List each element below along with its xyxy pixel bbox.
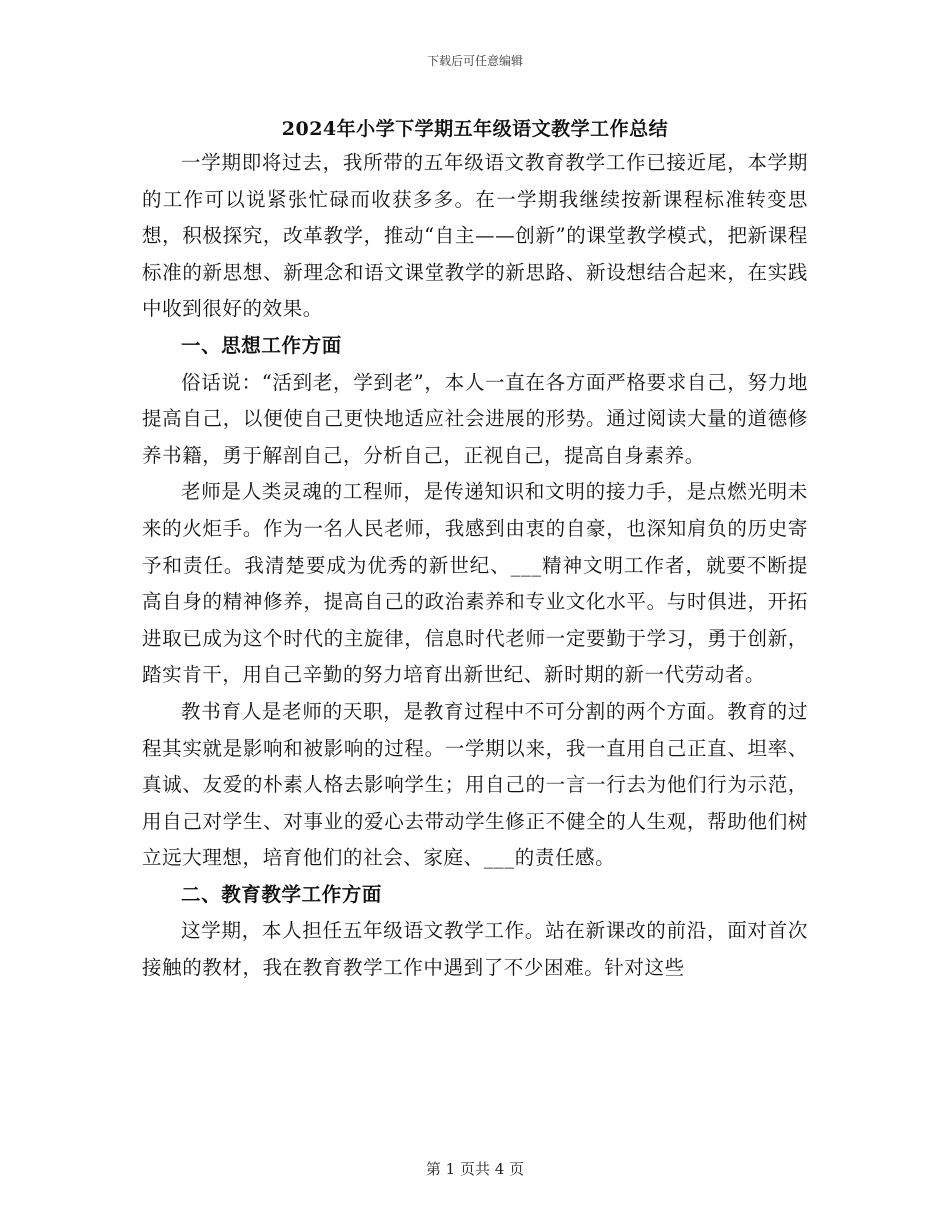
page-footer-page-number: 第 1 页共 4 页 <box>425 1160 525 1178</box>
document-title: 2024年小学下学期五年级语文教学工作总结 <box>281 118 669 140</box>
section1-paragraph-3: 教书育人是老师的天职，是教育过程中不可分割的两个方面。教育的过程其实就是影响和被影响的过程。一学期以来，我一直用自己正直、坦率、真诚、友爱的朴素人格去影响学生；用自己的一言一行去为他们行为示范，用自己对学生、对事业的爱心去带动学生修正不健全的人生观，帮助他们树立远大理想，培育他们的社会、家庭、___的责任感。 <box>142 699 808 870</box>
section1-paragraph-2: 老师是人类灵魂的工程师，是传递知识和文明的接力手，是点燃光明未来的火炬手。作为一名人民老师，我感到由衷的自豪，也深知肩负的历史寄予和责任。我清楚要成为优秀的新世纪、___精神文明工作者，就要不断提高自身的精神修养，提高自己的政治素养和专业文化水平。与时俱进，开拓进取已成为这个时代的主旋律，信息时代老师一定要勤于学习，勇于创新，踏实肯干，用自己辛勤的努力培育出新世纪、新时期的新一代劳动者。 <box>142 480 808 687</box>
section2-paragraph-1: 这学期，本人担任五年级语文教学工作。站在新课改的前沿，面对首次接触的教材，我在教育教学工作中遇到了不少困难。针对这些 <box>142 919 808 980</box>
page-header-note: 下载后可任意编辑 <box>426 54 523 68</box>
section-heading-teaching-work: 二、教育教学工作方面 <box>181 882 383 906</box>
document-body <box>142 145 808 987</box>
section1-paragraph-1: 俗话说：“活到老，学到老”，本人一直在各方面严格要求自己，努力地提高自己，以便使自己更快地适应社会进展的形势。通过阅读大量的道德修养书籍，勇于解剖自己，分析自己，正视自己，提高自身素养。 <box>142 370 808 467</box>
intro-paragraph: 一学期即将过去，我所带的五年级语文教育教学工作已接近尾，本学期的工作可以说紧张忙碌而收获多多。在一学期我继续按新课程标准转变思想，积极探究，改革教学，推动“自主——创新”的课堂教学模式，把新课程标准的新思想、新理念和语文课堂教学的新思路、新设想结合起来，在实践中收到很好的效果。 <box>142 151 808 321</box>
section-heading-thought-work: 一、思想工作方面 <box>181 333 342 357</box>
